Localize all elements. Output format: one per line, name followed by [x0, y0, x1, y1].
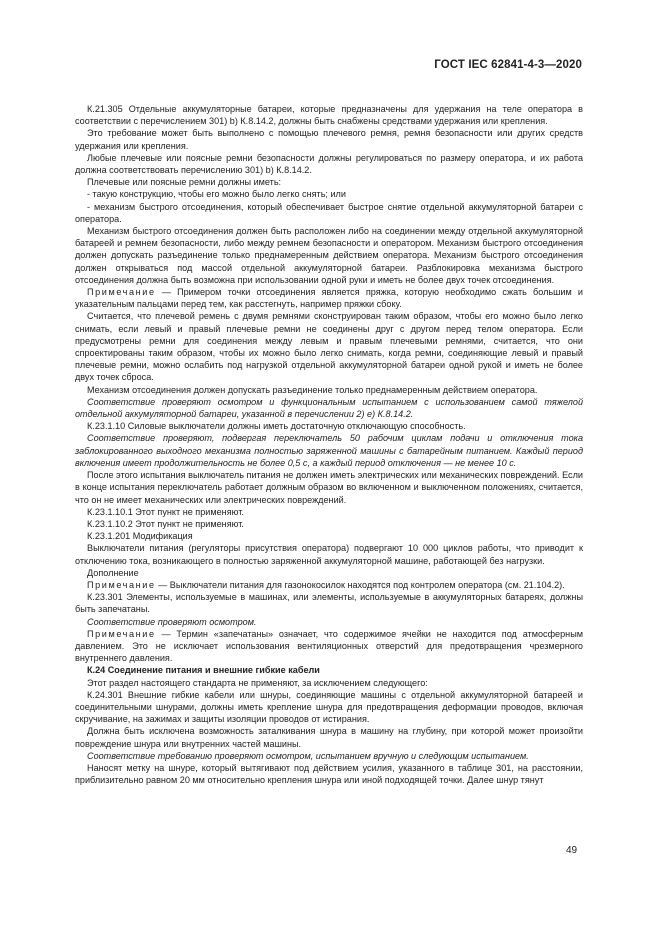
clause: К.24.301 Внешние гибкие кабели или шнуры, соединяющие машины с отдельной аккумуляторной батареей и соединительными шнурами, должны иметь крепление шнура для предотвращения деформации проводов, включая скручивание, на зажимах и защиты изоляции проводов от истирания.	[75, 689, 583, 725]
note-label: Примечание	[87, 579, 156, 590]
document-header: ГОСТ IEC 62841-4-3—2020	[434, 59, 582, 71]
paragraph: Это требование может быть выполнено с помощью плечевого ремня, ремня безопасности или других средств удержания или крепления.	[75, 128, 583, 151]
paragraph: Должна быть исключена возможность заталкивания шнура в машину на глубину, при которой может произойти повреждение шнура или внутренних частей машины.	[75, 726, 583, 749]
note-text: — Термин «запечатаны» означает, что содержимое ячейки не находится под атмосферным давлением. Это не исключает использования вентиляционных отверстий для предотвращения чрезмерного внутреннего давления.	[75, 628, 583, 664]
clause: К.23.1.201 Модификация	[87, 531, 193, 542]
paragraph: К.21.305 Отдельные аккумуляторные батареи, которые предназначены для удержания на теле оператора в соответствии с перечислением 301) b) К.8.14.2, должны быть снабжены средствами удержания или крепления.	[75, 104, 583, 127]
compliance-text: Соответствие требованию проверяют осмотром, испытанием вручную и следующим испытанием.	[87, 750, 529, 761]
note-label: Примечание	[87, 628, 156, 639]
clause: К.23.1.10.1 Этот пункт не применяют.	[87, 506, 244, 517]
document-body	[75, 103, 583, 786]
list-item: - такую конструкцию, чтобы его можно было легко снять; или	[87, 189, 346, 200]
note-text: — Выключатели питания для газонокосилок находятся под контролем оператора (см. 21.104.2).	[158, 579, 565, 590]
paragraph: Любые плечевые или поясные ремни безопасности должны регулироваться по размеру оператора, и их работа должна соответствовать перечислению 301) b) К.8.14.2.	[75, 152, 583, 176]
paragraph: Дополнение	[87, 567, 139, 578]
note	[75, 286, 583, 310]
note	[75, 628, 583, 665]
paragraph: Этот раздел настоящего стандарта не применяют, за исключением следующего:	[87, 677, 428, 688]
compliance-text: Соответствие проверяют, подвергая переключатель 50 рабочим циклам подачи и отключения тока заблокированного выходного механизма полностью заряженной машины с батарейным питанием. Каждый период включения имеет продолжительность не более 0,5 с, а каждый период отключения — не менее 10 с.	[75, 433, 583, 468]
paragraph: Считается, что плечевой ремень с двумя ремнями сконструирован таким образом, чтобы его можно было легко снимать, если левый и правый плечевые ремни не соединены друг с другом перед телом оператора. Если предусмотрены ремни для соединения между левым и правым плечевыми ремнями, считается, что они спроектированы таким образом, чтобы их можно было легко снимать, когда ремни, соединяющие левый и правый плечевые ремни, можно ослабить под нагрузкой отдельной аккумуляторной батареи одной рукой и иметь не более двух точек сброса.	[75, 311, 583, 383]
paragraph: После этого испытания выключатель питания не должен иметь электрических или механических повреждений. Если в конце испытания переключатель работает должным образом во включенном и выключенном положениях, считается, что он не имеет механических или электрических повреждений.	[75, 470, 583, 505]
note-label: Примечание	[87, 287, 156, 298]
list-item: - механизм быстрого отсоединения, который обеспечивает быстрое снятие отдельной аккумуляторной батареи с оператора.	[75, 201, 583, 224]
section-heading: К.24 Соединение питания и внешние гибкие кабели	[87, 665, 320, 676]
note	[75, 579, 583, 591]
paragraph: Выключатели питания (регуляторы присутствия оператора) подвергают 10 000 циклов работы, что приводит к отключению тока, возникающего в полностью заряженной аккумуляторной машине, работающей без нагрузки.	[75, 543, 583, 566]
page-number: 49	[566, 845, 578, 856]
note-text: — Примером точки отсоединения является пряжка, которую необходимо сжать большим и указательным пальцами перед тем, как расстегнуть, например пряжки сбоку.	[75, 287, 583, 310]
paragraph: Механизм быстрого отсоединения должен быть расположен либо на соединении между отдельной аккумуляторной батареей и ремнем безопасности, либо между ремнем безопасности и оператором. Механизм быстрого отсоединения должен допускать разъединение только преднамеренным действием оператора. Механизм быстрого отсоединения должен открываться под массой отдельной аккумуляторной батареи. Разблокировка механизма быстрого отсоединения должна быть возможна при использовании одной руки и иметь не более двух точек отсоединения.	[75, 226, 583, 285]
compliance-text: Соответствие проверяют осмотром и функциональным испытанием с использованием самой тяжелой отдельной аккумуляторной батареи, указанной в перечислении 2) е) К.8.14.2.	[75, 396, 583, 420]
clause: К.23.1.10.2 Этот пункт не применяют.	[87, 518, 244, 529]
paragraph: Наносят метку на шнуре, который вытягивают под действием усилия, указанного в таблице 301, на расстоянии, приблизительно равном 20 мм относительно крепления шнура или иной подходящей точки. Далее шнур тянут	[75, 762, 583, 786]
clause: К.23.301 Элементы, используемые в машинах, или элементы, используемые в аккумуляторных батареях, должны быть запечатаны.	[75, 592, 583, 615]
paragraph: Механизм отсоединения должен допускать разъединение только преднамеренным действием оператора.	[87, 384, 538, 395]
clause: К.23.1.10 Силовые выключатели должны иметь достаточную отключающую способность.	[87, 421, 466, 432]
compliance-text: Соответствие проверяют осмотром.	[87, 616, 257, 627]
paragraph: Плечевые или поясные ремни должны иметь:	[87, 177, 282, 188]
